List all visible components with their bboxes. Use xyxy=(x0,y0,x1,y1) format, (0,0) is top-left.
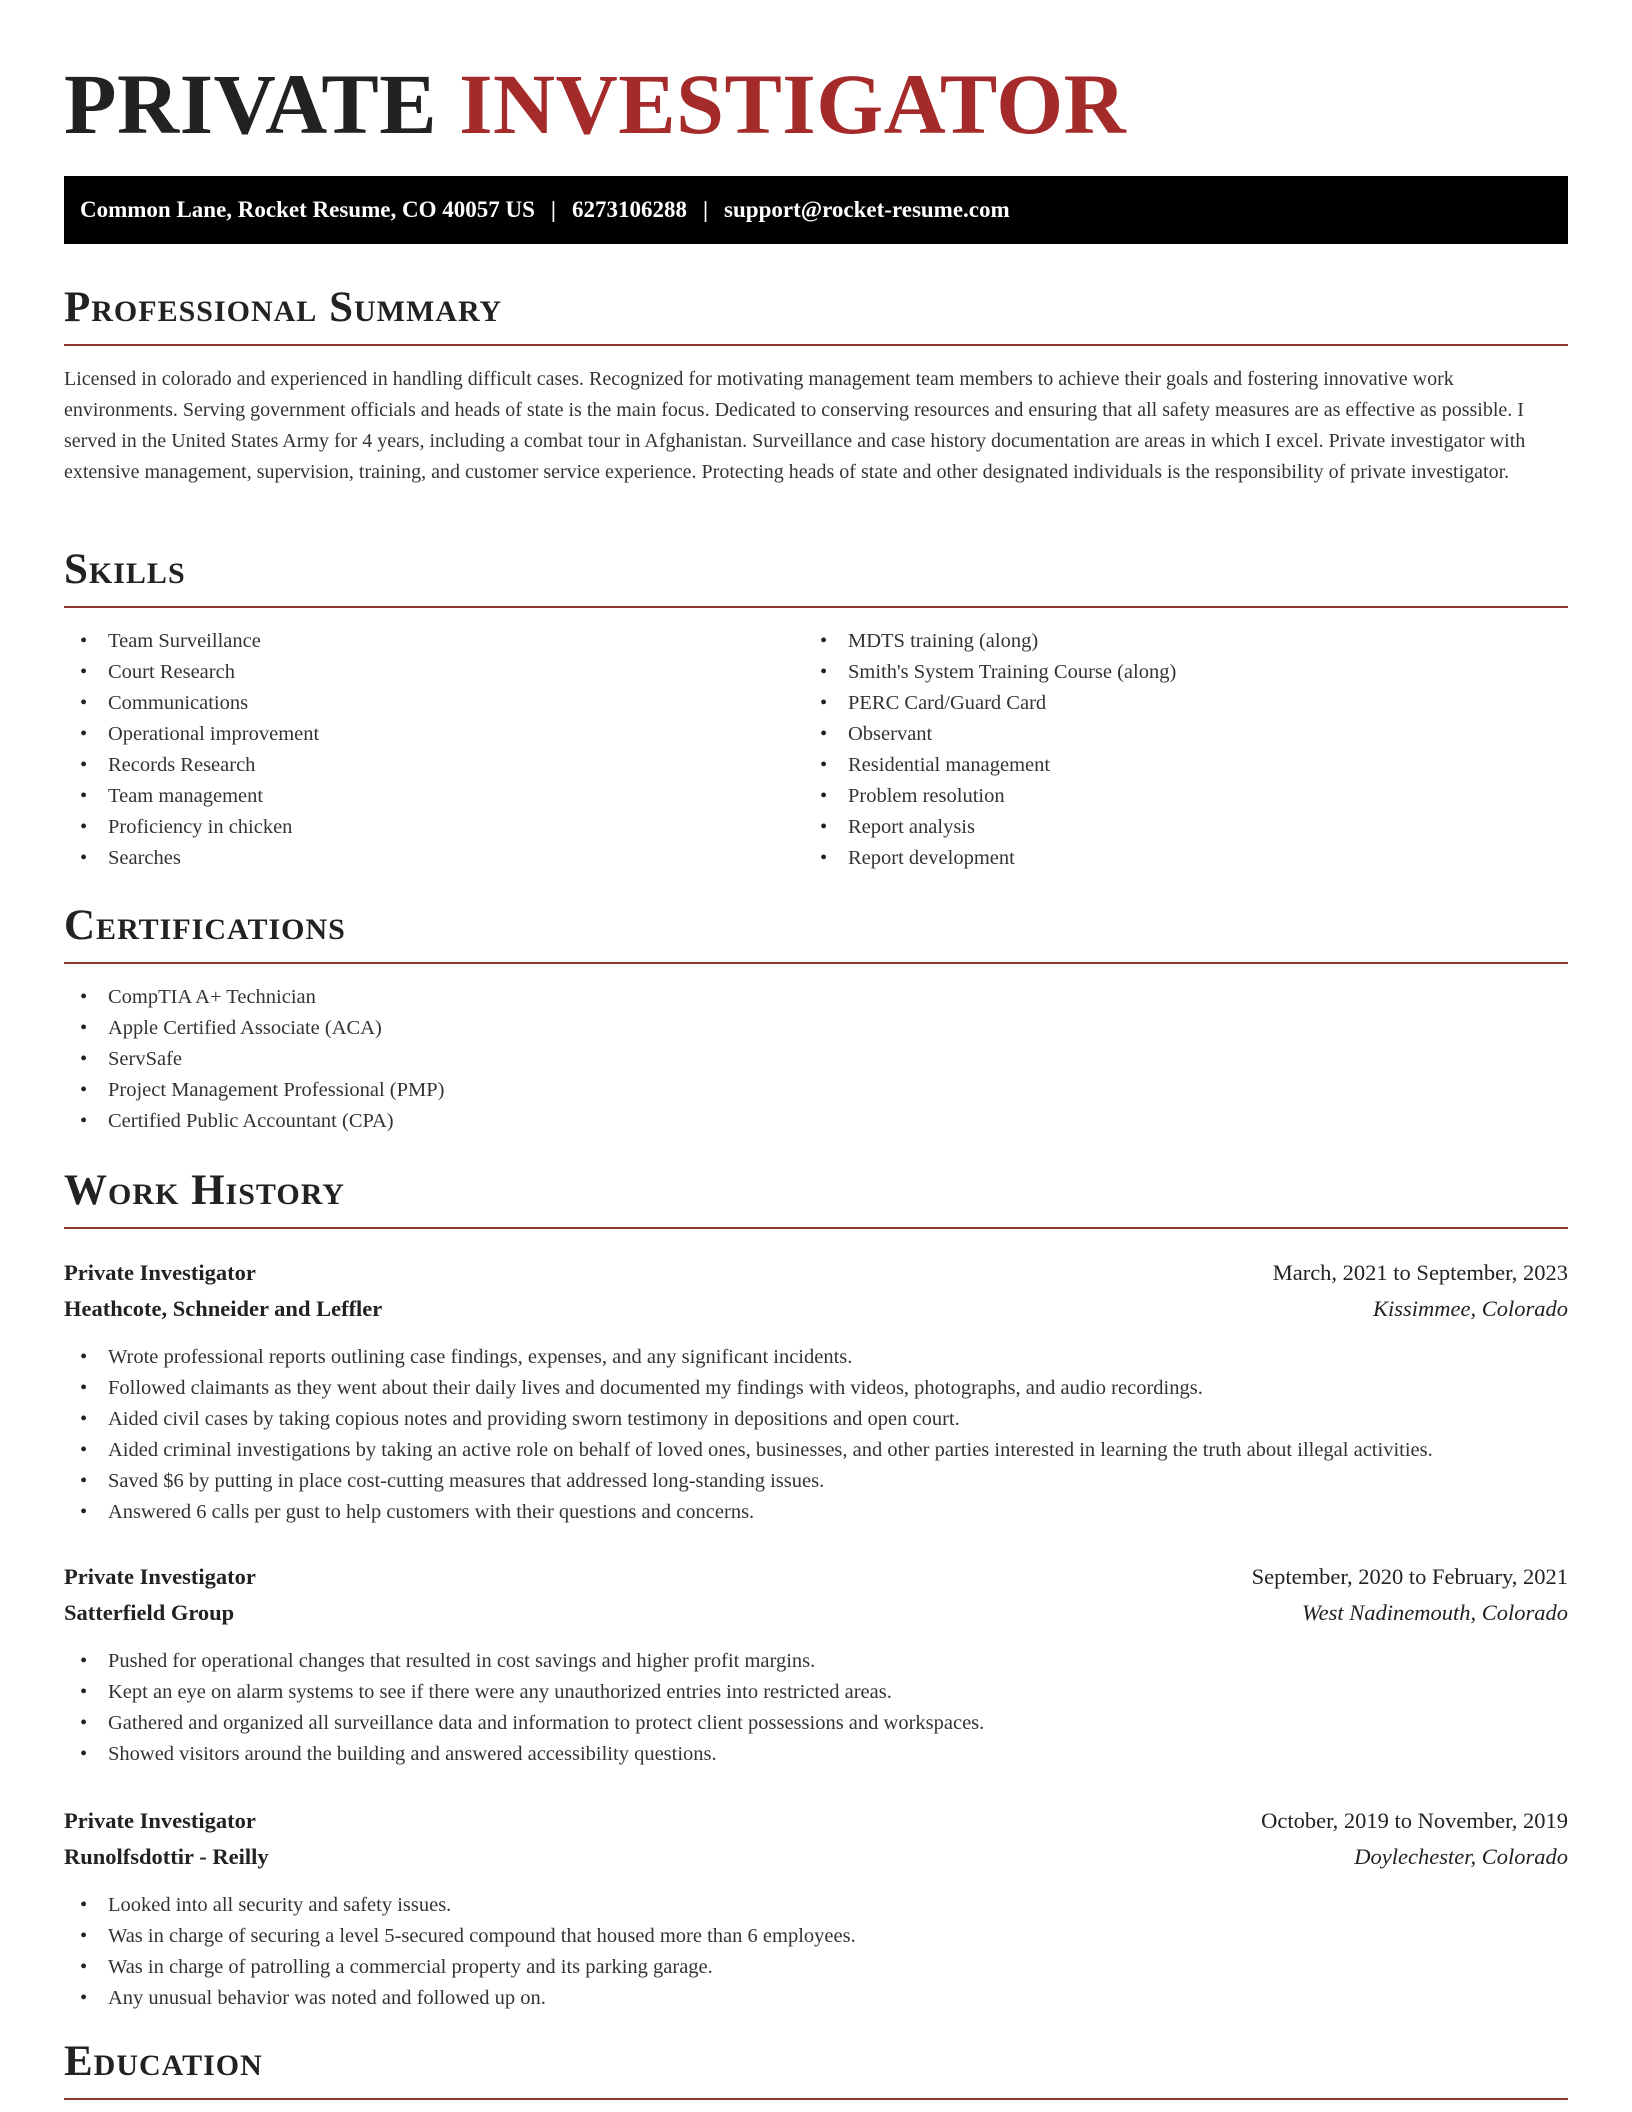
skills-right-column xyxy=(804,626,1568,874)
education-heading: Education xyxy=(64,2038,263,2085)
skill-item: • Observant xyxy=(804,719,1568,750)
title-word-investigator: INVESTIGATOR xyxy=(459,56,1127,152)
skill-item: • Proficiency in chicken xyxy=(64,812,804,843)
certification-item: • Certified Public Accountant (CPA) xyxy=(64,1106,1568,1137)
job-duty-item: • Followed claimants as they went about their daily lives and documented my findings with videos, photographs, and audio recordings. xyxy=(64,1373,1568,1404)
job-company: Satterfield Group xyxy=(64,1600,235,1625)
certifications-block xyxy=(64,982,1568,1137)
job-dates: March, 2021 to September, 2023 xyxy=(1272,1260,1568,1285)
job-duty-item: • Pushed for operational changes that resulted in cost savings and higher profit margins. xyxy=(64,1646,1568,1677)
skill-item: • PERC Card/Guard Card xyxy=(804,688,1568,719)
certifications-list xyxy=(64,982,1568,1137)
skills-left-list xyxy=(64,626,804,874)
skill-item: • Team Surveillance xyxy=(64,626,804,657)
job-location: West Nadinemouth, Colorado xyxy=(1301,1600,1568,1625)
job-title: Private Investigator xyxy=(64,1260,256,1285)
job-dates: October, 2019 to November, 2019 xyxy=(1261,1808,1568,1833)
summary-section-heading xyxy=(64,282,1568,346)
job-duties-list xyxy=(64,1646,1568,1770)
job-duties xyxy=(64,1890,1568,2014)
skill-item: • Problem resolution xyxy=(804,781,1568,812)
job-duty-item: • Was in charge of securing a level 5-secured compound that housed more than 6 employees. xyxy=(64,1921,1568,1952)
job-duty-item: • Saved $6 by putting in place cost-cutting measures that addressed long-standing issues. xyxy=(64,1466,1568,1497)
certification-item: • Project Management Professional (PMP) xyxy=(64,1075,1568,1106)
job-company-row xyxy=(64,1291,1568,1327)
work-history-section-heading xyxy=(64,1165,1568,1229)
job-duty-item: • Aided criminal investigations by taking an active role on behalf of loved ones, businesses, and other parties interested in learning the truth about illegal activities. xyxy=(64,1435,1568,1466)
job-duty-item: • Wrote professional reports outlining case findings, expenses, and any significant incidents. xyxy=(64,1342,1568,1373)
job-duties xyxy=(64,1646,1568,1770)
contact-email: support@rocket-resume.com xyxy=(724,197,1010,222)
education-section-heading xyxy=(64,2036,1568,2100)
skill-item: • Report development xyxy=(804,843,1568,874)
skill-item: • Smith's System Training Course (along) xyxy=(804,657,1568,688)
skill-item: • Operational improvement xyxy=(64,719,804,750)
contact-separator: | xyxy=(702,197,709,222)
job-location: Doylechester, Colorado xyxy=(1354,1844,1568,1869)
job-company-row xyxy=(64,1839,1568,1875)
skill-item: • Communications xyxy=(64,688,804,719)
skill-item: • Records Research xyxy=(64,750,804,781)
resume-title xyxy=(64,56,1126,152)
job-duty-item: • Gathered and organized all surveillance data and information to protect client possessions and workspaces. xyxy=(64,1708,1568,1739)
job-duty-item: • Showed visitors around the building and answered accessibility questions. xyxy=(64,1739,1568,1770)
job-duty-item: • Any unusual behavior was noted and followed up on. xyxy=(64,1983,1568,2014)
certifications-heading: Certifications xyxy=(64,902,346,949)
certification-item: • CompTIA A+ Technician xyxy=(64,982,1568,1013)
job-duty-item: • Looked into all security and safety issues. xyxy=(64,1890,1568,1921)
job-duties-list xyxy=(64,1890,1568,2014)
job-company: Heathcote, Schneider and Leffler xyxy=(64,1296,383,1321)
contact-separator: | xyxy=(550,197,556,222)
job-duties-list xyxy=(64,1342,1568,1528)
skills-right-list xyxy=(804,626,1568,874)
skill-item: • Residential management xyxy=(804,750,1568,781)
job-title-row xyxy=(64,1255,1568,1291)
skills-section-heading xyxy=(64,544,1568,608)
certification-item: • ServSafe xyxy=(64,1044,1568,1075)
contact-bar xyxy=(64,176,1568,244)
job-duty-item: • Kept an eye on alarm systems to see if there were any unauthorized entries into restricted areas. xyxy=(64,1677,1568,1708)
job-title: Private Investigator xyxy=(64,1808,256,1833)
summary-text: Licensed in colorado and experienced in handling difficult cases. Recognized for motivating management team members to achieve their goals and fostering innovative work environments. Serving government officials and heads of state is the main focus. Dedicated to conserving resources and ensuring that all safety measures are as effective as possible. I served in the United States Army for 4 years, including a combat tour in Afghanistan. Surveillance and case history documentation are areas in which I excel. Private investigator with extensive management, supervision, training, and customer service experience. Protecting heads of state and other designated individuals is the responsibility of private investigator. xyxy=(64,368,1526,483)
summary-heading: Professional Summary xyxy=(64,284,503,331)
skill-item: • Team management xyxy=(64,781,804,812)
job-duty-item: • Was in charge of patrolling a commercial property and its parking garage. xyxy=(64,1952,1568,1983)
job-title-row xyxy=(64,1803,1568,1839)
skill-item: • Searches xyxy=(64,843,804,874)
title-word-private: PRIVATE xyxy=(64,56,438,152)
job-duty-item: • Aided civil cases by taking copious notes and providing sworn testimony in depositions and open court. xyxy=(64,1404,1568,1435)
job-location: Kissimmee, Colorado xyxy=(1372,1296,1568,1321)
skills-left-column xyxy=(64,626,804,874)
job-dates: September, 2020 to February, 2021 xyxy=(1251,1564,1568,1589)
job-duty-item: • Answered 6 calls per gust to help customers with their questions and concerns. xyxy=(64,1497,1568,1528)
job-title: Private Investigator xyxy=(64,1564,256,1589)
certification-item: • Apple Certified Associate (ACA) xyxy=(64,1013,1568,1044)
skill-item: • Court Research xyxy=(64,657,804,688)
contact-phone: 6273106288 xyxy=(571,197,687,222)
skill-item: • MDTS training (along) xyxy=(804,626,1568,657)
job-duties xyxy=(64,1342,1568,1528)
job-company-row xyxy=(64,1595,1568,1631)
work-history-heading: Work History xyxy=(64,1167,345,1214)
job-title-row xyxy=(64,1559,1568,1595)
skill-item: • Report analysis xyxy=(804,812,1568,843)
contact-address: Common Lane, Rocket Resume, CO 40057 US xyxy=(80,197,535,222)
skills-heading: Skills xyxy=(64,546,186,593)
certifications-section-heading xyxy=(64,900,1568,964)
job-company: Runolfsdottir - Reilly xyxy=(64,1844,269,1869)
